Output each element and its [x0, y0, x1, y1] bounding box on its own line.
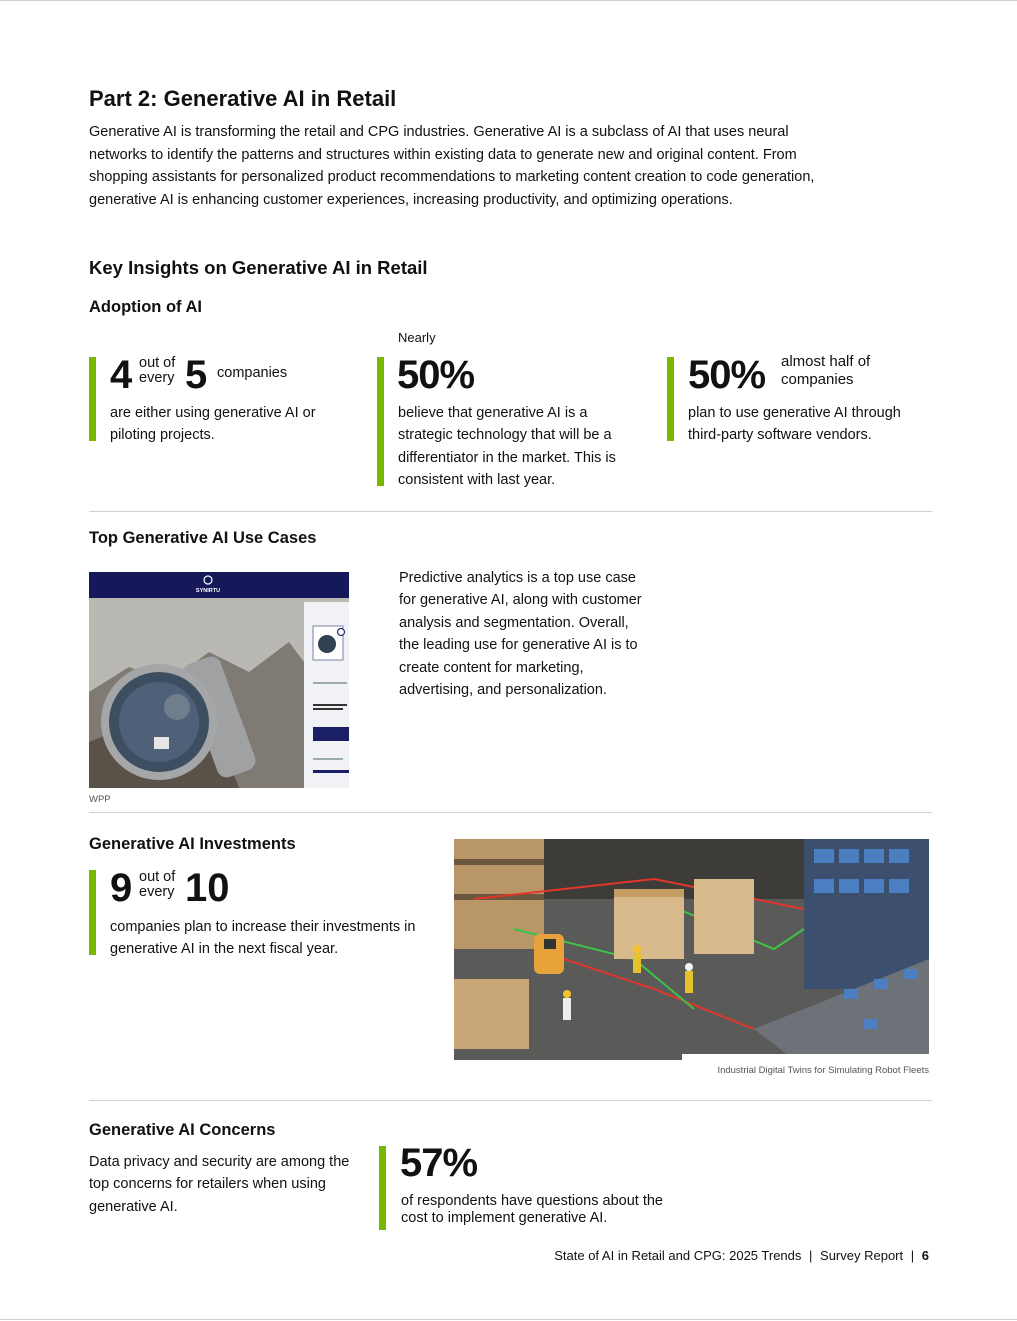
page-footer — [554, 1248, 929, 1263]
stat-value: 50% — [688, 353, 766, 397]
image-caption: WPP — [89, 794, 111, 805]
stat-number: 9 — [110, 866, 133, 910]
section-divider — [89, 511, 932, 512]
stat-side-top: almost half of — [781, 353, 871, 370]
warehouse-image — [454, 839, 929, 1060]
page-title: Part 2: Generative AI in Retail — [89, 86, 397, 111]
accent-bar — [379, 1146, 386, 1230]
bottom-rule — [0, 1319, 1017, 1320]
footer-report-title: State of AI in Retail and CPG: 2025 Trends — [554, 1248, 802, 1263]
key-insights-heading: Key Insights on Generative AI in Retail — [89, 257, 428, 278]
stat-description: plan to use generative AI through third-party software vendors. — [688, 405, 901, 444]
stat-value: 50% — [397, 353, 475, 397]
section-divider — [89, 1100, 932, 1101]
stat-description: believe that generative AI is a strategic technology that will be a differentiator in the market. This is consistent with last year. — [398, 405, 616, 489]
adoption-heading: Adoption of AI — [89, 298, 203, 316]
stat-side-bottom: companies — [781, 371, 854, 388]
stat-number: 10 — [185, 866, 230, 910]
accent-bar — [89, 870, 96, 955]
footer-separator: | — [910, 1248, 915, 1263]
stat-number: 4 — [110, 353, 133, 397]
stat-description: of respondents have questions about the cost to implement generative AI. — [401, 1193, 663, 1226]
page-number: 6 — [921, 1248, 929, 1263]
image-caption: Industrial Digital Twins for Simulating Robot Fleets — [717, 1065, 929, 1076]
use-cases-heading: Top Generative AI Use Cases — [89, 529, 317, 547]
stat-suffix: companies — [217, 365, 288, 381]
stat-prefix: Nearly — [398, 330, 436, 345]
stat-connector-bottom: every — [139, 370, 175, 386]
investments-heading: Generative AI Investments — [89, 835, 296, 853]
use-cases-description: Predictive analytics is a top use case for generative AI, along with customer analysis and segmentation. Overall, the leading use for generative AI is to create content for marketing, advertising, and personalization. — [399, 570, 642, 699]
image-brand-text: SYNIRTU — [195, 588, 221, 594]
concerns-heading: Generative AI Concerns — [89, 1121, 276, 1139]
stat-connector-top: out of — [139, 355, 176, 371]
top-rule — [0, 0, 1017, 1]
accent-bar — [667, 357, 674, 441]
stat-description: companies plan to increase their investments in generative AI in the next fiscal year. — [110, 919, 416, 958]
footer-report-type: Survey Report — [820, 1248, 904, 1263]
stat-number: 5 — [185, 353, 208, 397]
accent-bar — [377, 357, 384, 486]
watch-ad-image — [89, 572, 349, 788]
intro-paragraph: Generative AI is transforming the retail and CPG industries. Generative AI is a subclass of AI that uses neural networks to identify the patterns and structures within existing data to generate new and original content. From shopping assistants for personalized product recommendations to marketing content creation to code generation, generative AI is enhancing customer experiences, increasing productivity, and optimizing operations. — [89, 124, 815, 208]
section-divider — [89, 812, 932, 813]
stat-connector-bottom: every — [139, 884, 175, 900]
stat-value: 57% — [400, 1141, 478, 1185]
concerns-description: Data privacy and security are among the top concerns for retailers when using generative AI. — [89, 1154, 350, 1215]
footer-separator: | — [809, 1248, 813, 1263]
stat-description: are either using generative AI or piloting projects. — [110, 405, 316, 444]
stat-connector-top: out of — [139, 869, 176, 885]
accent-bar — [89, 357, 96, 441]
